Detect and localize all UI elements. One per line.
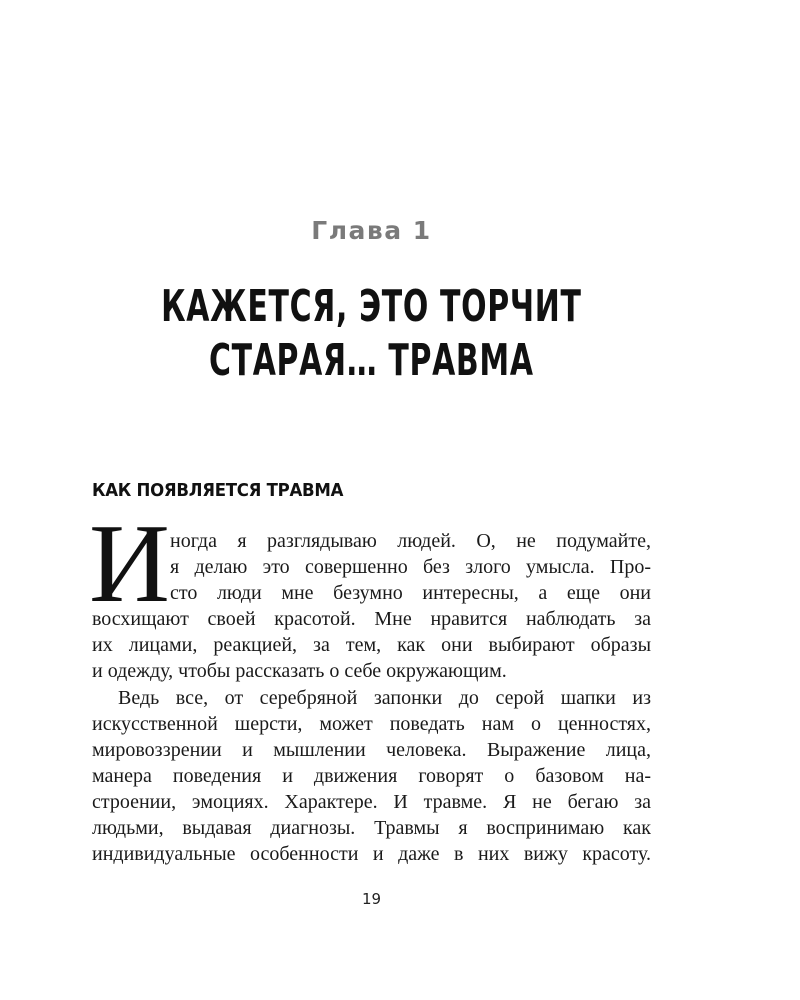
drop-cap: И <box>89 502 170 626</box>
chapter-title <box>119 280 624 388</box>
chapter-title-line-1: КАЖЕТСЯ, ЭТО ТОРЧИТ <box>161 281 582 332</box>
body-line-4: восхищают своей красотой. Мне нравится наблюдать за <box>92 608 651 630</box>
body-line-12: людьми, выдавая диагнозы. Травмы я воспринимаю как <box>92 817 651 839</box>
body-line-9: мировоззрении и мышлении человека. Выражение лица, <box>92 739 651 761</box>
body-line-11: строении, эмоциях. Характере. И травме. Я не бегаю за <box>92 791 651 813</box>
body-line-6: и одежду, чтобы рассказать о себе окружающим. <box>92 660 507 682</box>
section-heading: КАК ПОЯВЛЯЕТСЯ ТРАВМА <box>92 480 344 501</box>
body-line-8: искусственной шерсти, может поведать нам о ценностях, <box>92 713 651 735</box>
chapter-label: Глава 1 <box>311 216 432 245</box>
body-line-10: манера поведения и движения говорят о базовом на- <box>92 765 651 787</box>
page-number: 19 <box>361 890 382 908</box>
body-line-5: их лицами, реакцией, за тем, как они выбирают образы <box>92 634 651 656</box>
body-line-7: Ведь все, от серебряной запонки до серой шапки из <box>118 687 651 709</box>
body-line-2: я делаю это совершенно без злого умысла. Про- <box>170 556 651 578</box>
body-line-13: индивидуальные особенности и даже в них вижу красоту. <box>92 843 651 865</box>
body-line-1: ногда я разглядываю людей. О, не подумайте, <box>170 530 651 552</box>
body-line-3: сто люди мне безумно интересны, а еще они <box>170 582 651 604</box>
chapter-title-line-2: СТАРАЯ… ТРАВМА <box>208 335 534 386</box>
